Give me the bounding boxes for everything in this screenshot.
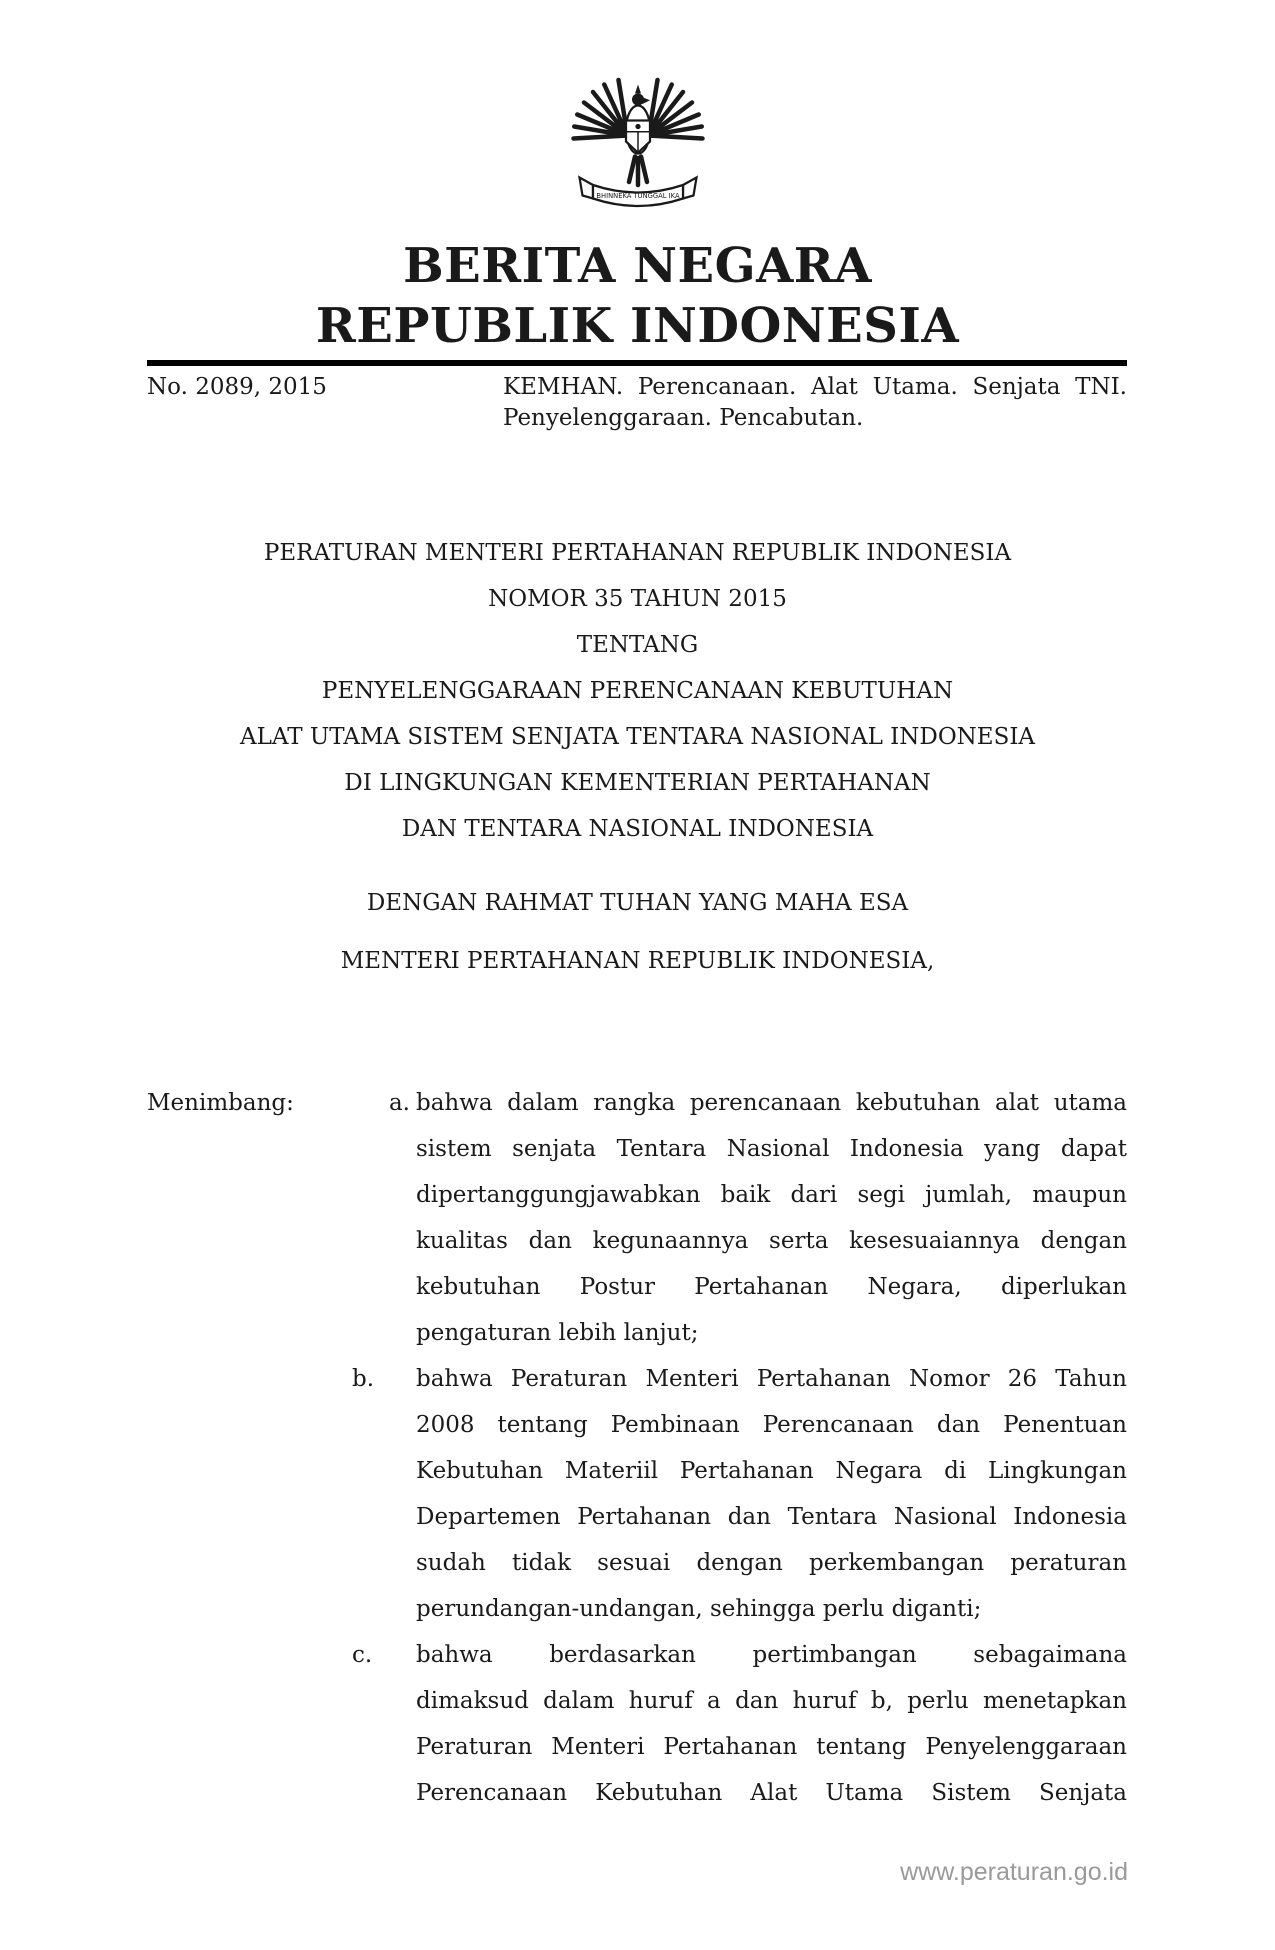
- title-line-2: NOMOR 35 TAHUN 2015: [488, 586, 787, 612]
- title-line-7: DAN TENTARA NASIONAL INDONESIA: [401, 816, 874, 842]
- masthead: [0, 236, 1275, 356]
- considerations-label: Menimbang:: [147, 1090, 294, 1116]
- regulation-title-block: [0, 530, 1275, 852]
- title-line-1: PERATURAN MENTERI PERTAHANAN REPUBLIK INDONESIA: [263, 540, 1012, 566]
- emblem-motto-text: BHINNEKA TUNGGAL IKA: [595, 191, 680, 200]
- consideration-item-c: [352, 1632, 1127, 1816]
- item-text: [416, 1356, 1127, 1632]
- item-line: bahwa berdasarkan pertimbangan sebagaimana: [416, 1642, 1127, 1668]
- considerations-section: [0, 1080, 1275, 1816]
- masthead-title-line2: REPUBLIK INDONESIA: [315, 298, 960, 354]
- item-line: perundangan-undangan, sehingga perlu diganti;: [416, 1596, 982, 1622]
- item-line: Kebutuhan Materiil Pertahanan Negara di Lingkungan: [416, 1458, 1127, 1484]
- item-line: dipertanggungjawabkan baik dari segi jumlah, maupun: [416, 1182, 1127, 1208]
- item-text: [416, 1632, 1127, 1816]
- item-line: Perencanaan Kebutuhan Alat Utama Sistem Senjata: [416, 1780, 1127, 1806]
- item-line: sistem senjata Tentara Nasional Indonesia yang dapat: [416, 1136, 1127, 1162]
- title-line-5: ALAT UTAMA SISTEM SENJATA TENTARA NASIONAL INDONESIA: [239, 724, 1036, 750]
- authority-line: MENTERI PERTAHANAN REPUBLIK INDONESIA,: [340, 948, 935, 974]
- watermark-text: www.peraturan.go.id: [900, 1858, 1128, 1886]
- item-marker: c.: [352, 1642, 373, 1668]
- item-marker: b.: [352, 1366, 375, 1392]
- divider-rule: [147, 360, 1127, 366]
- title-line-4: PENYELENGGARAAN PERENCANAAN KEBUTUHAN: [321, 678, 954, 704]
- subject-keywords: KEMHAN. Perencanaan. Alat Utama. Senjata TNI. Penyelenggaraan. Pencabutan.: [503, 374, 1127, 431]
- garuda-emblem-icon: [563, 60, 713, 220]
- item-line: kebutuhan Postur Pertahanan Negara, diperlukan: [416, 1274, 1127, 1300]
- emblem-container: [0, 0, 1275, 224]
- item-marker: a.: [388, 1090, 410, 1116]
- item-line: kualitas dan kegunaannya serta kesesuaiannya dengan: [416, 1228, 1127, 1254]
- item-line: bahwa Peraturan Menteri Pertahanan Nomor 26 Tahun: [416, 1366, 1127, 1392]
- consideration-item-b: [352, 1356, 1127, 1632]
- item-line: dimaksud dalam huruf a dan huruf b, perlu menetapkan: [416, 1688, 1127, 1714]
- item-line: Peraturan Menteri Pertahanan tentang Penyelenggaraan: [416, 1734, 1127, 1760]
- item-line: Departemen Pertahanan dan Tentara Nasional Indonesia: [416, 1504, 1127, 1530]
- issue-number: No. 2089, 2015: [147, 374, 327, 400]
- title-line-6: DI LINGKUNGAN KEMENTERIAN PERTAHANAN: [344, 770, 931, 796]
- item-line: 2008 tentang Pembinaan Perencanaan dan Penentuan: [416, 1412, 1127, 1438]
- invocation-line: DENGAN RAHMAT TUHAN YANG MAHA ESA: [366, 890, 909, 916]
- masthead-info-row: [0, 372, 1275, 434]
- item-line: sudah tidak sesuai dengan perkembangan peraturan: [416, 1550, 1127, 1576]
- consideration-item-a: [352, 1080, 1127, 1356]
- considerations-list: [352, 1080, 1127, 1816]
- item-text: [416, 1080, 1127, 1356]
- masthead-title-line1: BERITA NEGARA: [403, 238, 872, 294]
- item-line: bahwa dalam rangka perencanaan kebutuhan alat utama: [416, 1090, 1127, 1116]
- item-line: pengaturan lebih lanjut;: [416, 1320, 699, 1346]
- title-line-3: TENTANG: [576, 632, 699, 658]
